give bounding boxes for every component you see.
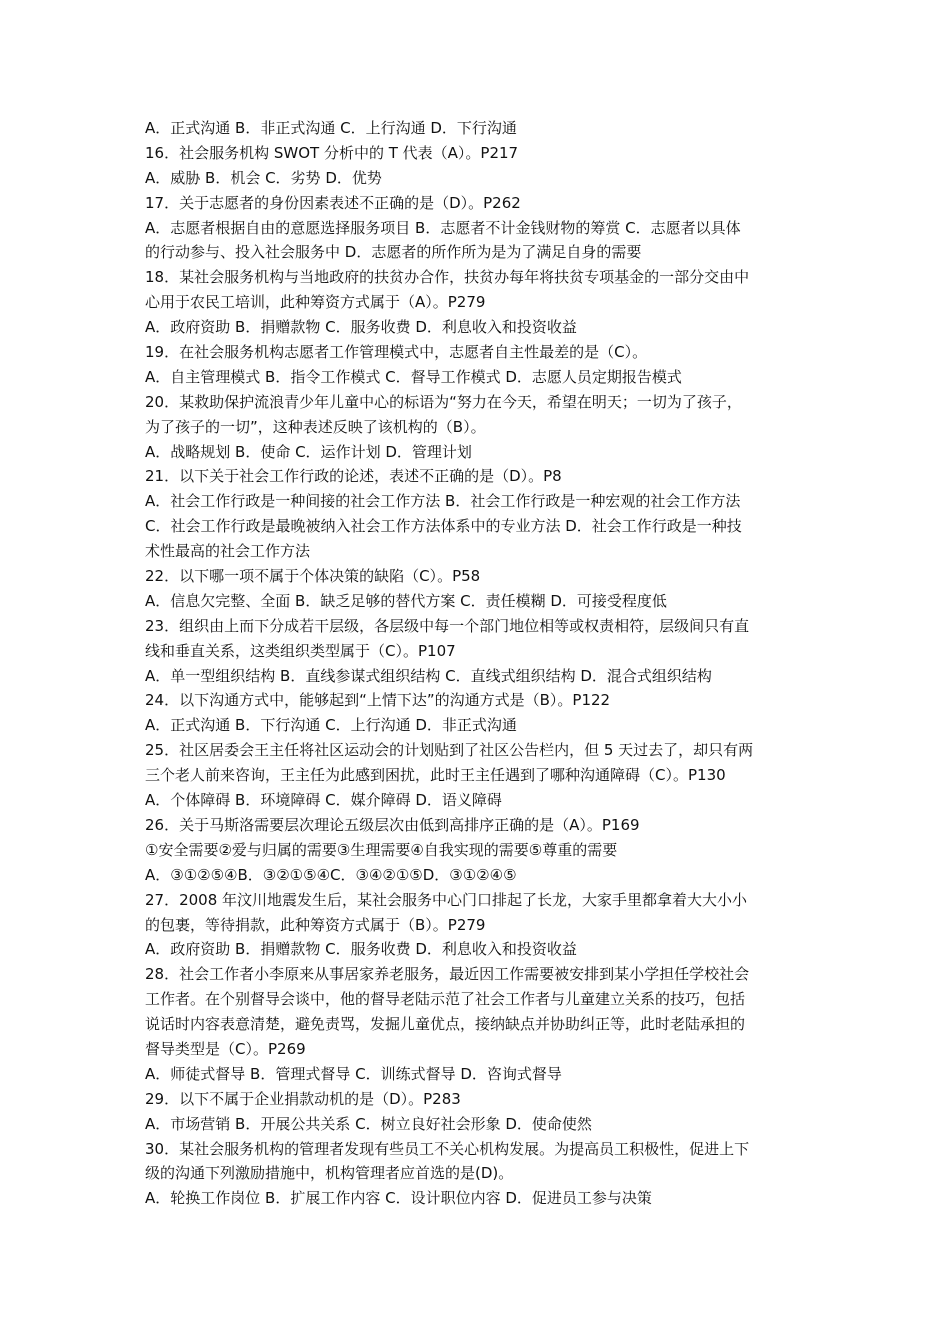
text-line: 20．某救助保护流浪青少年儿童中心的标语为“努力在今天，希望在明天；一切为了孩子，	[145, 392, 742, 411]
text-line: 18．某社会服务机构与当地政府的扶贫办合作，扶贫办每年将扶贫专项基金的一部分交由中	[145, 268, 750, 287]
text-line: 22．以下哪一项不属于个体决策的缺陷（C）。P58	[145, 567, 481, 586]
text-line: 29．以下不属于企业捐款动机的是（D）。P283	[145, 1089, 461, 1108]
question-text-block	[145, 116, 810, 1211]
text-line: 督导类型是（C）。P269	[145, 1039, 306, 1058]
text-line: 26．关于马斯洛需要层次理论五级层次由低到高排序正确的是（A）。P169	[145, 815, 640, 834]
text-line: A．政府资助 B．捐赠款物 C．服务收费 D．利息收入和投资收益	[145, 940, 577, 959]
text-line: 23．组织由上而下分成若干层级，各层级中每一个部门地位相等或权责相符，层级间只有直	[145, 616, 750, 635]
text-line: 术性最高的社会工作方法	[145, 542, 311, 561]
text-line: 19．在社会服务机构志愿者工作管理模式中，志愿者自主性最差的是（C）。	[145, 343, 648, 362]
text-line: 24．以下沟通方式中，能够起到“上情下达”的沟通方式是（B）。P122	[145, 691, 611, 710]
text-line: 16．社会服务机构 SWOT 分析中的 T 代表（A）。P217	[145, 143, 519, 162]
text-line: 27．2008 年汶川地震发生后，某社会服务中心门口排起了长龙，大家手里都拿着大大小小	[145, 890, 748, 909]
text-line: A．威胁 B．机会 C．劣势 D．优势	[145, 168, 382, 187]
text-line: 为了孩子的一切”，这种表述反映了该机构的（B）。	[145, 417, 486, 436]
text-line: A．轮换工作岗位 B．扩展工作内容 C．设计职位内容 D．促进员工参与决策	[145, 1189, 652, 1208]
text-line: 17．关于志愿者的身份因素表述不正确的是（D）。P262	[145, 193, 521, 212]
text-line: A．自主管理模式 B．指令工作模式 C．督导工作模式 D．志愿人员定期报告模式	[145, 367, 682, 386]
text-line: A．战略规划 B．使命 C．运作计划 D．管理计划	[145, 442, 472, 461]
text-line: 的包裹，等待捐款，此种筹资方式属于（B）。P279	[145, 915, 486, 934]
text-line: 心用于农民工培训，此种筹资方式属于（A）。P279	[145, 293, 486, 312]
text-line: A．个体障碍 B．环境障碍 C．媒介障碍 D．语义障碍	[145, 791, 502, 810]
text-line: 级的沟通下列激励措施中，机构管理者应首选的是(D)。	[145, 1164, 514, 1183]
text-line: A．师徒式督导 B．管理式督导 C．训练式督导 D．咨询式督导	[145, 1064, 562, 1083]
text-line: A．单一型组织结构 B．直线参谋式组织结构 C．直线式组织结构 D．混合式组织结构	[145, 666, 712, 685]
text-line: 21．以下关于社会工作行政的论述，表述不正确的是（D）。P8	[145, 467, 562, 486]
text-line: A．志愿者根据自由的意愿选择服务项目 B．志愿者不计金钱财物的筹赏 C．志愿者以具体	[145, 218, 741, 237]
text-line: 28．社会工作者小李原来从事居家养老服务，最近因工作需要被安排到某小学担任学校社会	[145, 965, 750, 984]
text-line: A．信息欠完整、全面 B．缺乏足够的替代方案 C．责任模糊 D．可接受程度低	[145, 591, 667, 610]
text-line: 30．某社会服务机构的管理者发现有些员工不关心机构发展。为提高员工积极性，促进上下	[145, 1139, 750, 1158]
text-line: 25．社区居委会王主任将社区运动会的计划贴到了社区公告栏内，但 5 天过去了，却只有两	[145, 741, 754, 760]
text-line: 的行动参与、投入社会服务中 D．志愿者的所作所为是为了满足自身的需要	[145, 243, 642, 262]
text-line: A．③①②⑤④B．③②①⑤④C．③④②①⑤D．③①②④⑤	[145, 865, 517, 884]
text-line: 工作者。在个别督导会谈中，他的督导老陆示范了社会工作者与儿童建立关系的技巧，包括	[145, 990, 746, 1009]
text-line: A．政府资助 B．捐赠款物 C．服务收费 D．利息收入和投资收益	[145, 318, 577, 337]
text-line: A．正式沟通 B．非正式沟通 C．上行沟通 D．下行沟通	[145, 119, 517, 137]
text-line: A．正式沟通 B．下行沟通 C．上行沟通 D．非正式沟通	[145, 716, 517, 735]
text-line: 说话时内容表意清楚，避免责骂，发掘儿童优点，接纳缺点并协助纠正等，此时老陆承担的	[145, 1015, 746, 1034]
text-line: 线和垂直关系，这类组织类型属于（C）。P107	[145, 641, 456, 660]
text-line: A．市场营销 B．开展公共关系 C．树立良好社会形象 D．使命使然	[145, 1114, 592, 1133]
text-line: C．社会工作行政是最晚被纳入社会工作方法体系中的专业方法 D．社会工作行政是一种技	[145, 517, 742, 536]
text-line: 三个老人前来咨询，王主任为此感到困扰，此时王主任遇到了哪种沟通障碍（C）。P130	[145, 766, 726, 785]
text-line: A．社会工作行政是一种间接的社会工作方法 B．社会工作行政是一种宏观的社会工作方法	[145, 492, 741, 511]
text-line: ①安全需要②爱与归属的需要③生理需要④自我实现的需要⑤尊重的需要	[145, 840, 618, 859]
